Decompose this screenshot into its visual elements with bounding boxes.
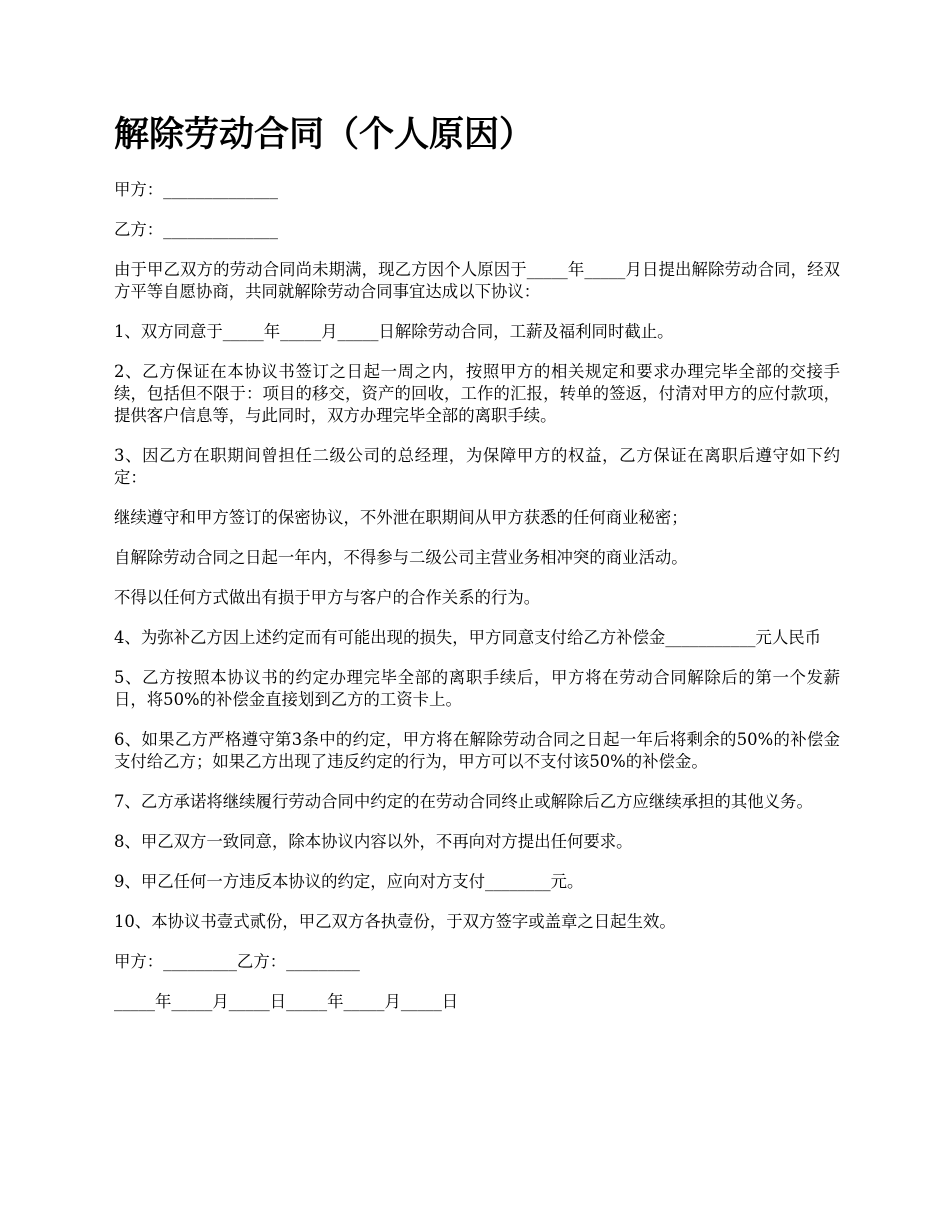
clause-5: 5、乙方按照本协议书的约定办理完毕全部的离职手续后，甲方将在劳动合同解除后的第一个发薪日，将50%的补偿金直接划到乙方的工资卡上。 [114, 668, 840, 709]
clause-3-item-client-relations: 不得以任何方式做出有损于甲方与客户的合作关系的行为。 [114, 588, 541, 607]
date-line: _____年_____月_____日_____年_____月_____日 [114, 992, 459, 1011]
clause-8: 8、甲乙双方一致同意，除本协议内容以外，不再向对方提出任何要求。 [114, 832, 633, 851]
clause-1: 1、双方同意于_____年_____月_____日解除劳动合同，工薪及福利同时截止。 [114, 322, 674, 341]
party-a-line: 甲方：______________ [114, 180, 278, 199]
clause-2: 2、乙方保证在本协议书签订之日起一周之内，按照甲方的相关规定和要求办理完毕全部的交接手续，包括但不限于：项目的移交，资产的回收，工作的汇报，转单的签返，付清对甲方的应付款项，提供客户信息等，与此同时，双方办理完毕全部的离职手续。 [114, 362, 840, 425]
clause-3-item-confidentiality: 继续遵守和甲方签订的保密协议，不外泄在职期间从甲方获悉的任何商业秘密； [114, 508, 688, 527]
document-title: 解除劳动合同（个人原因） [114, 114, 535, 155]
clause-3-item-non-compete: 自解除劳动合同之日起一年内，不得参与二级公司主营业务相冲突的商业活动。 [114, 548, 688, 567]
signature-line: 甲方：_________乙方：_________ [114, 952, 360, 971]
document-page [114, 112, 840, 1031]
clause-9: 9、甲乙任何一方违反本协议的约定，应向对方支付________元。 [114, 872, 584, 891]
party-b-line: 乙方：______________ [114, 220, 278, 239]
intro-paragraph: 由于甲乙双方的劳动合同尚未期满，现乙方因个人原因于_____年_____月日提出解除劳动合同，经双方平等自愿协商，共同就解除劳动合同事宜达成以下协议： [114, 260, 840, 301]
clause-4: 4、为弥补乙方因上述约定而有可能出现的损失，甲方同意支付给乙方补偿金___________元人民币 [114, 628, 822, 647]
clause-10: 10、本协议书壹式贰份，甲乙双方各执壹份，于双方签字或盖章之日起生效。 [114, 912, 676, 931]
clause-7: 7、乙方承诺将继续履行劳动合同中约定的在劳动合同终止或解除后乙方应继续承担的其他义务。 [114, 792, 813, 811]
clause-3: 3、因乙方在职期间曾担任二级公司的总经理，为保障甲方的权益，乙方保证在离职后遵守如下约定： [114, 446, 840, 487]
clause-6: 6、如果乙方严格遵守第3条中的约定，甲方将在解除劳动合同之日起一年后将剩余的50%的补偿金支付给乙方；如果乙方出现了违反约定的行为，甲方可以不支付该50%的补偿金。 [114, 730, 840, 771]
